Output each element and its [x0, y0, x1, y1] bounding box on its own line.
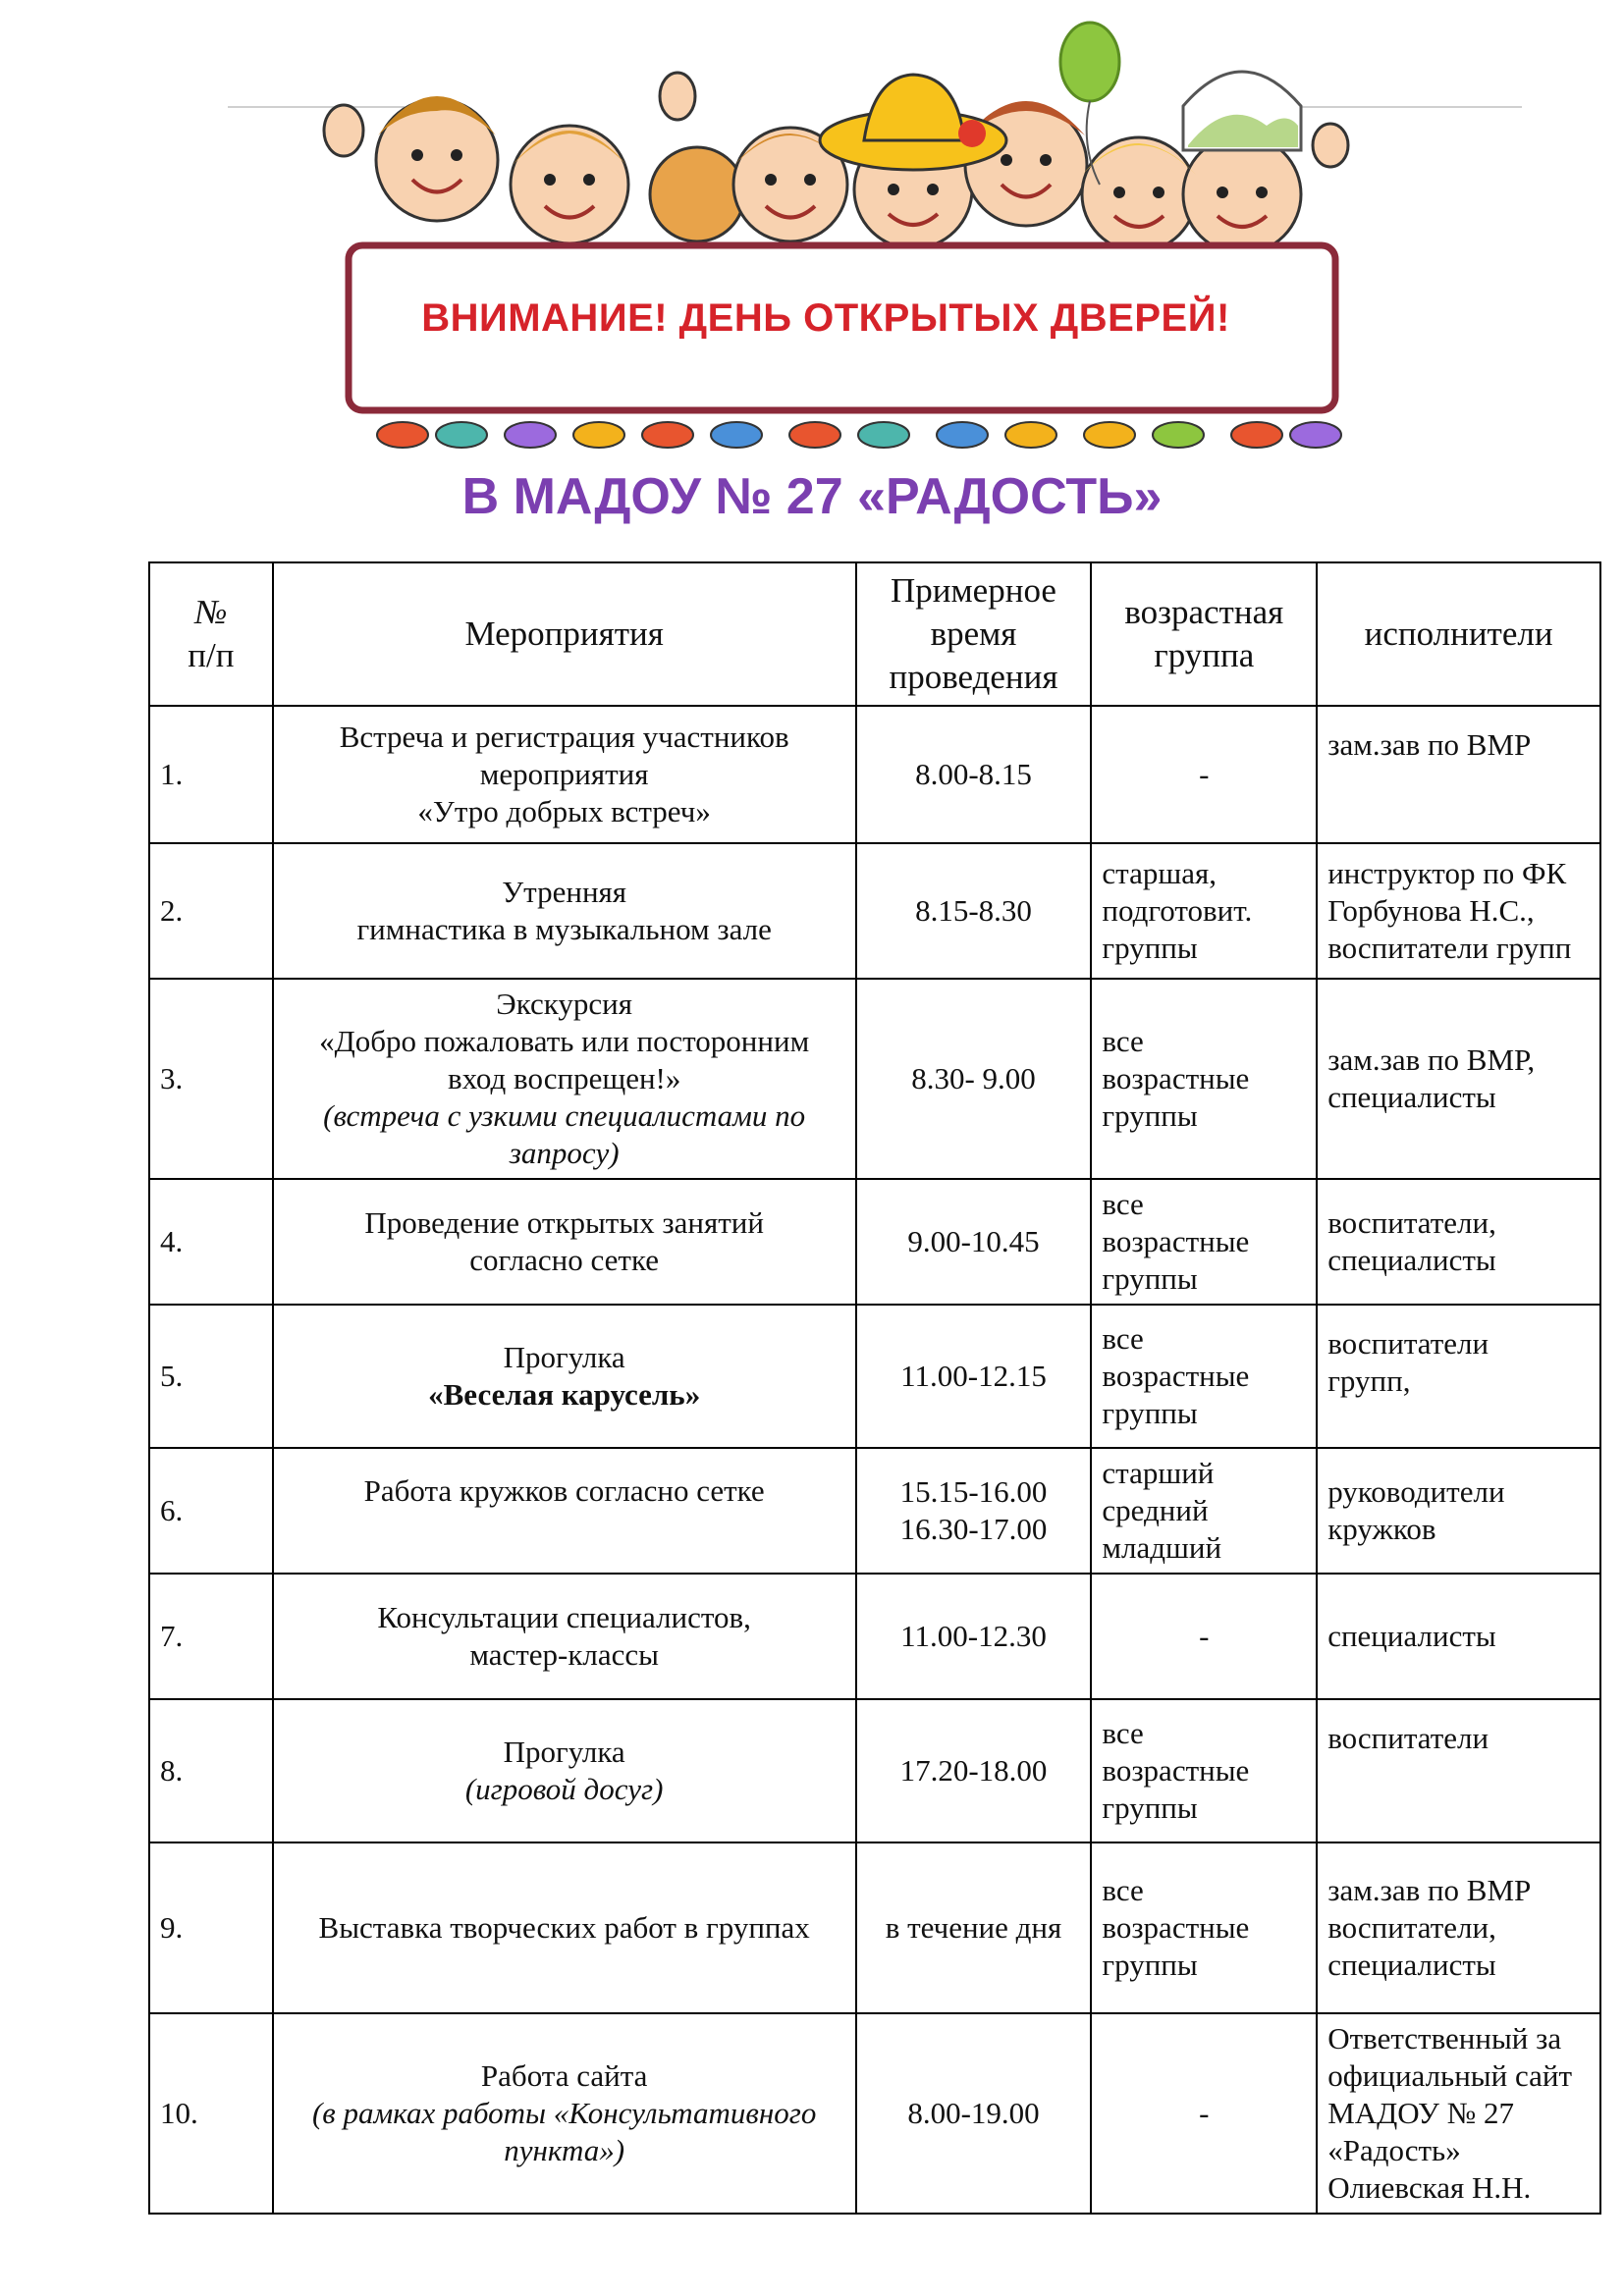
row-time: 8.00-19.00: [856, 2013, 1092, 2214]
row-event: Выставка творческих работ в группах: [273, 1842, 856, 2013]
row-event: Прогулка (игровой досуг): [273, 1699, 856, 1842]
row-age: все возрастные группы: [1091, 1842, 1317, 2013]
table-row: [149, 843, 1600, 979]
table-row: [149, 1305, 1600, 1448]
row-num: 2.: [149, 843, 273, 979]
row-num: 9.: [149, 1842, 273, 2013]
row-age: -: [1091, 706, 1317, 843]
row-performers: руководители кружков: [1317, 1448, 1600, 1574]
table-row: [149, 1448, 1600, 1574]
row-time: 8.15-8.30: [856, 843, 1092, 979]
row-num: 7.: [149, 1574, 273, 1699]
table-row: [149, 706, 1600, 843]
row-num: 8.: [149, 1699, 273, 1842]
row-age: все возрастные группы: [1091, 1699, 1317, 1842]
row-num: 1.: [149, 706, 273, 843]
row-num: 5.: [149, 1305, 273, 1448]
table-row: [149, 1842, 1600, 2013]
row-performers: зам.зав по ВМР, специалисты: [1317, 979, 1600, 1179]
row-event: Прогулка «Веселая карусель»: [273, 1305, 856, 1448]
banner-headline: ВНИМАНИЕ! ДЕНЬ ОТКРЫТЫХ ДВЕРЕЙ!: [421, 296, 1230, 340]
row-time: 8.30- 9.00: [856, 979, 1092, 1179]
row-age: все возрастные группы: [1091, 979, 1317, 1179]
row-event: Работа сайта (в рамках работы «Консультативного пункта»): [273, 2013, 856, 2214]
row-age: -: [1091, 2013, 1317, 2214]
table-row: [149, 2013, 1600, 2214]
banner-illustration: [285, 18, 1367, 454]
row-performers: воспитатели, специалисты: [1317, 1179, 1600, 1305]
row-event: Утренняя гимнастика в музыкальном зале: [273, 843, 856, 979]
row-time: 11.00-12.15: [856, 1305, 1092, 1448]
row-age: старший средний младший: [1091, 1448, 1317, 1574]
page-subtitle: В МАДОУ № 27 «РАДОСТЬ»: [461, 468, 1163, 525]
row-event: Экскурсия «Добро пожаловать или посторонним вход воспрещен!» (встреча с узкими специалистами по запросу): [273, 979, 856, 1179]
row-age: все возрастные группы: [1091, 1305, 1317, 1448]
row-performers: воспитатели групп,: [1317, 1305, 1600, 1448]
row-event: Проведение открытых занятий согласно сетке: [273, 1179, 856, 1305]
row-time: 11.00-12.30: [856, 1574, 1092, 1699]
row-time: в течение дня: [856, 1842, 1092, 2013]
row-num: 4.: [149, 1179, 273, 1305]
events-table: [148, 561, 1601, 2215]
row-time: 15.15-16.00 16.30-17.00: [856, 1448, 1092, 1574]
row-event: Консультации специалистов, мастер-классы: [273, 1574, 856, 1699]
row-performers: воспитатели: [1317, 1699, 1600, 1842]
row-performers: Ответственный за официальный сайт МАДОУ № 27 «Радость» Олиевская Н.Н.: [1317, 2013, 1600, 2214]
kids-holding-sign-image: [285, 18, 1367, 454]
row-age: все возрастные группы: [1091, 1179, 1317, 1305]
row-performers: специалисты: [1317, 1574, 1600, 1699]
row-time: 8.00-8.15: [856, 706, 1092, 843]
header-performers: исполнители: [1317, 562, 1600, 706]
row-num: 10.: [149, 2013, 273, 2214]
row-event: Встреча и регистрация участников мероприятия «Утро добрых встреч»: [273, 706, 856, 843]
row-time: 9.00-10.45: [856, 1179, 1092, 1305]
table-row: [149, 1699, 1600, 1842]
header-event: Мероприятия: [273, 562, 856, 706]
table-header-row: [149, 562, 1600, 706]
row-age: -: [1091, 1574, 1317, 1699]
row-num: 3.: [149, 979, 273, 1179]
row-performers: инструктор по ФК Горбунова Н.С., воспитатели групп: [1317, 843, 1600, 979]
row-num: 6.: [149, 1448, 273, 1574]
header-num: № п/п: [149, 562, 273, 706]
row-age: старшая, подготовит. группы: [1091, 843, 1317, 979]
table-row: [149, 1574, 1600, 1699]
row-performers: зам.зав по ВМР: [1317, 706, 1600, 843]
row-event: Работа кружков согласно сетке: [273, 1448, 856, 1574]
row-time: 17.20-18.00: [856, 1699, 1092, 1842]
header-time: Примерное время проведения: [856, 562, 1092, 706]
row-performers: зам.зав по ВМР воспитатели, специалисты: [1317, 1842, 1600, 2013]
table-row: [149, 1179, 1600, 1305]
table-row: [149, 979, 1600, 1179]
header-age: возрастная группа: [1091, 562, 1317, 706]
